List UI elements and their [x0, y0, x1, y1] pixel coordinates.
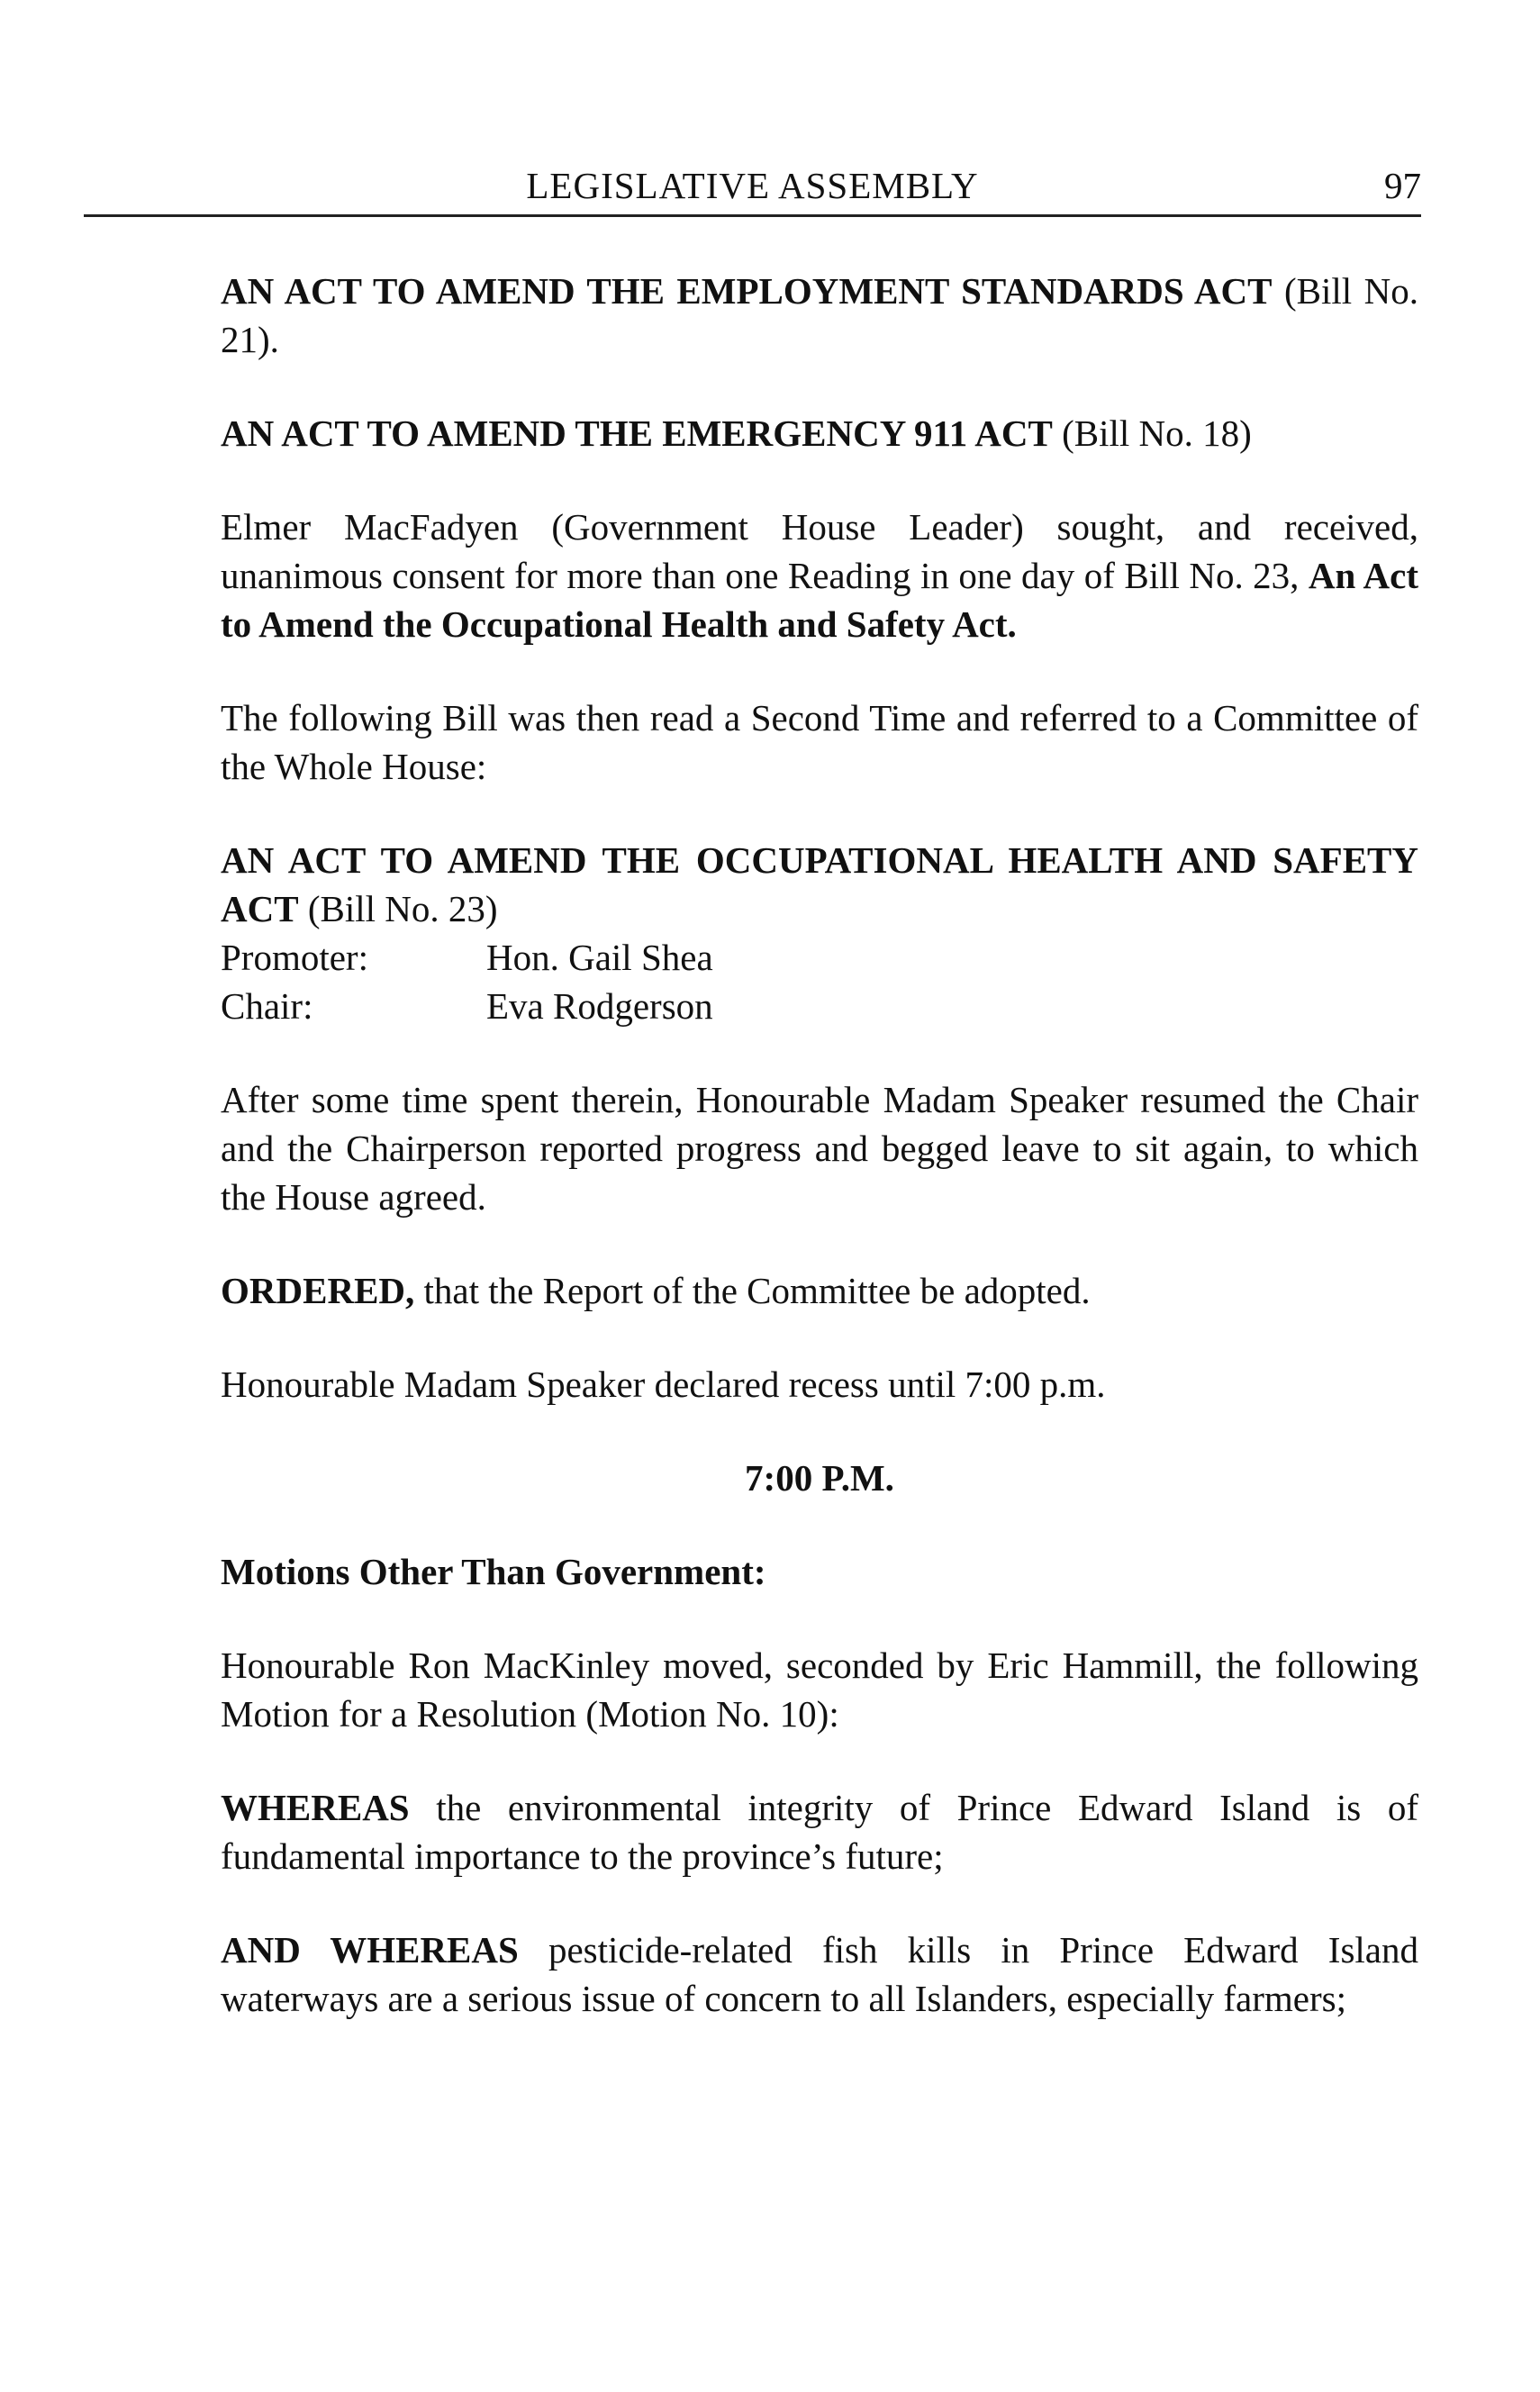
second-reading-paragraph: The following Bill was then read a Second Time and referred to a Committee of the Whole House: [221, 697, 1418, 787]
whereas-2-paragraph [221, 1925, 1418, 2023]
time-heading: 7:00 P.M. [745, 1457, 894, 1499]
motions-heading: Motions Other Than Government: [221, 1551, 766, 1592]
bill-23-title: AN ACT TO AMEND THE OCCUPATIONAL HEALTH AND SAFETY ACT [221, 839, 1418, 929]
motion-intro-paragraph: Honourable Ron MacKinley moved, seconded by Eric Hammill, the following Motion for a Resolution (Motion No. 10): [221, 1644, 1418, 1735]
promoter-row [221, 933, 1418, 982]
whereas-2-text: pesticide-related fish kills in Prince Edward Island waterways are a serious issue of concern to all Islanders, especially farmers; [221, 1929, 1418, 2019]
consent-act-title: An Act to Amend the Occupational Health and Safety Act. [221, 555, 1419, 645]
ordered-paragraph [221, 1266, 1418, 1315]
page-header-title: LEGISLATIVE ASSEMBLY [526, 165, 979, 206]
whereas-1-paragraph [221, 1783, 1418, 1880]
chair-label: Chair: [221, 985, 313, 1027]
promoter-value: Hon. Gail Shea [486, 937, 713, 978]
bill-18-title: AN ACT TO AMEND THE EMERGENCY 911 ACT [221, 412, 1053, 454]
ordered-label: ORDERED, [221, 1270, 415, 1311]
whereas-2-label: AND WHEREAS [221, 1929, 519, 1971]
whereas-1-label: WHEREAS [221, 1787, 410, 1828]
progress-paragraph: After some time spent therein, Honourable Madam Speaker resumed the Chair and the Chairperson reported progress and begged leave to sit again, to which the House agreed. [221, 1079, 1418, 1218]
page-body [221, 267, 1418, 2023]
consent-text: Elmer MacFadyen (Government House Leader) sought, and received, unanimous consent for more than one Reading in one day of Bill No. 23, [221, 506, 1418, 596]
recess-paragraph: Honourable Madam Speaker declared recess until 7:00 p.m. [221, 1364, 1106, 1405]
chair-row [221, 982, 1418, 1030]
whereas-1-text: the environmental integrity of Prince Edward Island is of fundamental importance to the province’s future; [221, 1787, 1418, 1877]
bill-18-entry [221, 409, 1418, 458]
promoter-label: Promoter: [221, 937, 368, 978]
bill-21-ref: (Bill No. 21). [221, 270, 1419, 360]
ordered-text: that the Report of the Committee be adopted. [423, 1270, 1091, 1311]
bill-23-ref: (Bill No. 23) [307, 888, 498, 929]
page-header [84, 160, 1421, 217]
chair-value: Eva Rodgerson [486, 985, 713, 1027]
bill-23-entry [221, 836, 1418, 933]
bill-21-entry [221, 267, 1418, 364]
consent-paragraph [221, 503, 1418, 648]
bill-21-title: AN ACT TO AMEND THE EMPLOYMENT STANDARDS ACT [221, 270, 1273, 312]
bill-18-ref: (Bill No. 18) [1062, 412, 1252, 454]
page-number: 97 [1384, 165, 1421, 206]
